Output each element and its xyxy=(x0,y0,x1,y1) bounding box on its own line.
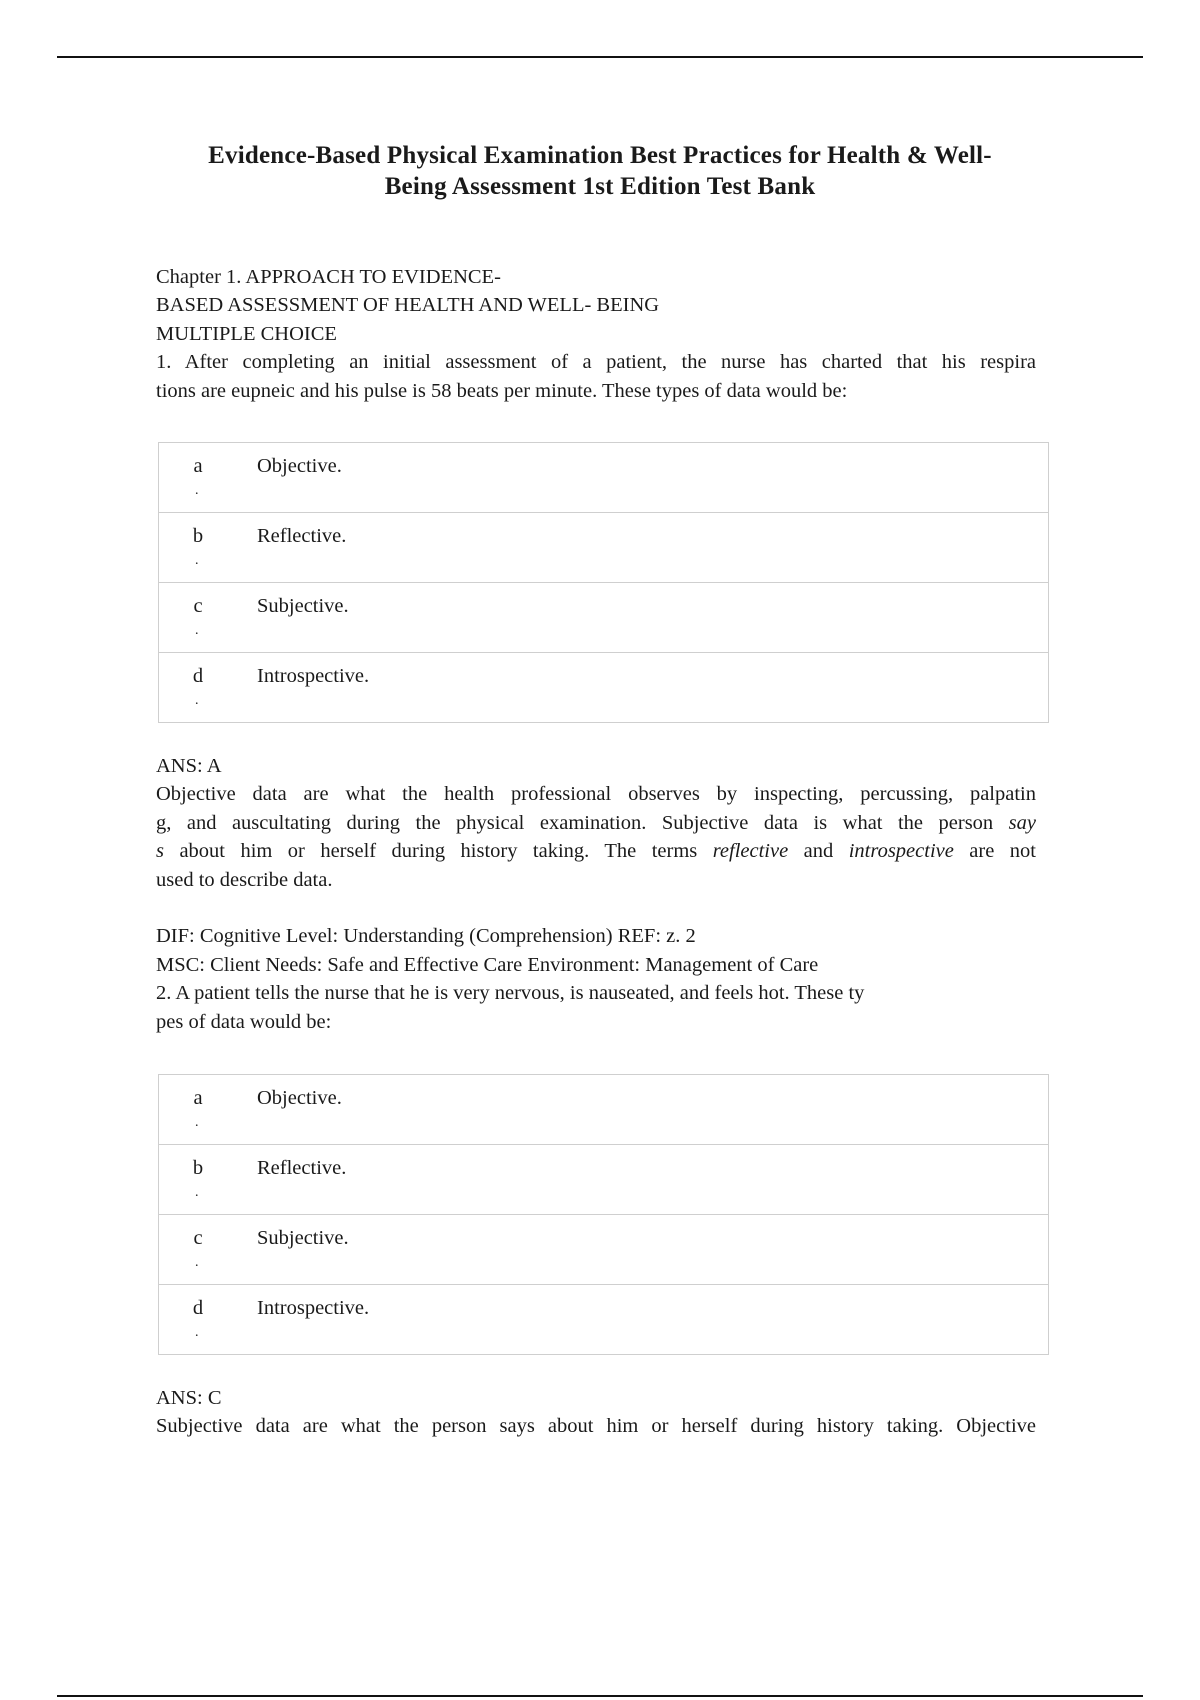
question-1-client-needs: MSC: Client Needs: Safe and Effective Care Environment: Management of Care xyxy=(156,954,819,976)
rationale-emphasis: introspective xyxy=(848,840,954,862)
rationale-emphasis: s xyxy=(156,840,164,862)
question-2-answer: ANS: C xyxy=(156,1387,222,1409)
question-2-stem-line-2: pes of data would be: xyxy=(156,1010,332,1033)
chapter-heading-line-2: BASED ASSESSMENT OF HEALTH AND WELL- BEING xyxy=(156,294,660,316)
rationale-line-2 xyxy=(156,809,1036,838)
choice-row[interactable] xyxy=(159,653,1048,723)
question-1-stem-line-2: tions are eupneic and his pulse is 58 beats per minute. These types of data would be: xyxy=(156,379,848,402)
choice-text: Objective. xyxy=(257,455,342,477)
rationale-line-3 xyxy=(156,837,1036,866)
choice-text: Reflective. xyxy=(257,525,347,547)
choice-text: Subjective. xyxy=(257,1227,349,1249)
header-rule xyxy=(57,56,1143,58)
rationale-text: about him or herself during history taking. The terms xyxy=(163,840,713,862)
choice-row[interactable] xyxy=(159,1215,1048,1285)
choice-row[interactable] xyxy=(159,443,1048,513)
footer-rule xyxy=(57,1695,1143,1697)
choice-row[interactable] xyxy=(159,1145,1048,1215)
title-line-1: Evidence-Based Physical Examination Best Practices for Health & Well- xyxy=(208,142,992,169)
rationale-text: g, and auscultating during the physical examination. Subjective data is what the person xyxy=(156,811,1009,834)
choice-letter: c xyxy=(193,595,203,617)
choice-dot: . xyxy=(195,623,199,638)
question-1-answer: ANS: A xyxy=(156,755,222,777)
rationale-text: and xyxy=(788,840,849,862)
choice-dot: . xyxy=(195,1115,199,1130)
choice-dot: . xyxy=(195,1255,199,1270)
rationale-line-1: Subjective data are what the person says about him or herself during history taking. Objective xyxy=(156,1415,1036,1437)
choice-dot: . xyxy=(195,1185,199,1200)
question-1-rationale xyxy=(156,780,1036,894)
choice-row[interactable] xyxy=(159,513,1048,583)
choice-dot: . xyxy=(195,693,199,708)
choice-text: Introspective. xyxy=(257,665,370,687)
chapter-heading-line-1: Chapter 1. APPROACH TO EVIDENCE- xyxy=(156,266,501,288)
choice-row[interactable] xyxy=(159,1075,1048,1145)
choice-text: Subjective. xyxy=(257,595,349,617)
choice-dot: . xyxy=(195,483,199,498)
choice-letter: c xyxy=(193,1227,203,1249)
rationale-emphasis: reflective xyxy=(712,840,789,862)
section-heading: MULTIPLE CHOICE xyxy=(156,323,337,345)
choice-letter: b xyxy=(192,1157,204,1179)
document-title xyxy=(150,140,1050,202)
question-2-rationale xyxy=(156,1412,1036,1441)
question-1-stem-line-1: 1. After completing an initial assessment of a patient, the nurse has charted that his respira xyxy=(156,351,1036,373)
choice-letter: b xyxy=(192,525,204,547)
choice-letter: a xyxy=(193,455,203,477)
choice-text: Introspective. xyxy=(257,1297,370,1319)
choice-text: Reflective. xyxy=(257,1157,347,1179)
question-1-choices xyxy=(158,442,1049,723)
question-1-stem xyxy=(156,348,1036,405)
choice-row[interactable] xyxy=(159,1285,1048,1355)
question-2-stem xyxy=(156,979,1036,1036)
question-1-difficulty: DIF: Cognitive Level: Understanding (Comprehension) REF: z. 2 xyxy=(156,925,696,947)
rationale-line-1: Objective data are what the health professional observes by inspecting, percussing, palpatin xyxy=(156,783,1036,805)
title-line-2: Being Assessment 1st Edition Test Bank xyxy=(384,173,816,200)
rationale-text: are not xyxy=(953,840,1036,862)
rationale-line-4: used to describe data. xyxy=(156,868,333,891)
rationale-emphasis: say xyxy=(1008,811,1036,834)
choice-dot: . xyxy=(195,553,199,568)
choice-row[interactable] xyxy=(159,583,1048,653)
choice-letter: d xyxy=(192,665,204,687)
choice-letter: d xyxy=(192,1297,204,1319)
choice-letter: a xyxy=(193,1087,203,1109)
choice-dot: . xyxy=(195,1325,199,1340)
choice-text: Objective. xyxy=(257,1087,342,1109)
question-2-stem-line-1: 2. A patient tells the nurse that he is very nervous, is nauseated, and feels hot. These ty xyxy=(156,982,865,1004)
question-2-choices xyxy=(158,1074,1049,1355)
